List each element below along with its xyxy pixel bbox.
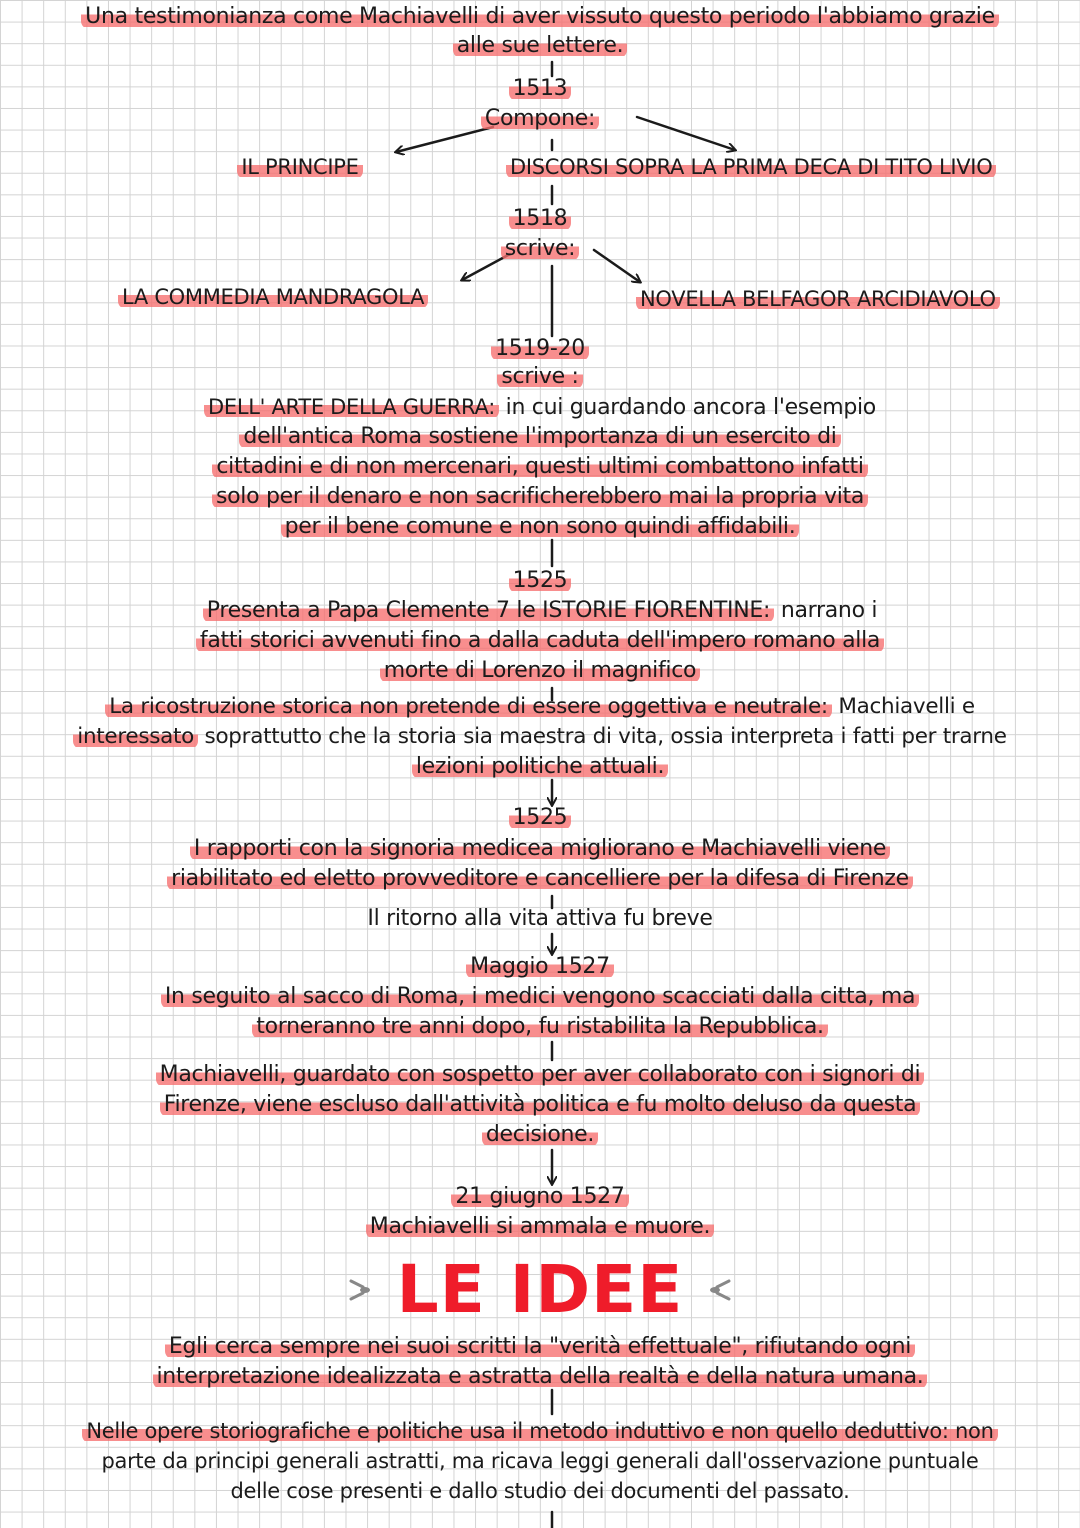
- intro-line: alle sue lettere.: [0, 31, 1080, 61]
- body-line: parte da principi generali astratti, ma ricava leggi generali dall'osservazione puntuale: [101, 1449, 979, 1473]
- body-line: torneranno tre anni dopo, fu ristabilita la Repubblica.: [0, 1012, 1080, 1042]
- intro-line: Una testimonianza come Machiavelli di aver vissuto questo periodo l'abbiamo grazie: [0, 2, 1080, 32]
- body-line: Firenze, viene escluso dall'attività politica e fu molto deluso da questa: [0, 1090, 1080, 1120]
- body-line: Egli cerca sempre nei suoi scritti la "verità effettuale", rifiutando ogni: [0, 1332, 1080, 1362]
- work-title-left: IL PRINCIPE: [40, 152, 560, 182]
- body-line: delle cose presenti e dallo studio dei documenti del passato.: [230, 1479, 850, 1503]
- year-label: 1525: [0, 566, 1080, 596]
- body-line: In seguito al sacco di Roma, i medici vengono scacciati dalla citta, ma: [0, 982, 1080, 1012]
- body-line: lezioni politiche attuali.: [0, 752, 1080, 782]
- timeline-verb: scrive :: [0, 362, 1080, 392]
- sparkle-left-icon: [349, 1275, 383, 1305]
- body-line: solo per il denaro e non sacrificherebbero mai la propria vita: [0, 482, 1080, 512]
- body-line: La ricostruzione storica non pretende di essere oggettiva e neutrale: Machiavelli e: [0, 692, 1080, 722]
- body-line: fatti storici avvenuti fino a dalla caduta dell'impero romano alla: [0, 626, 1080, 656]
- year-label: 1519-20: [0, 334, 1080, 364]
- body-line: interessato soprattutto che la storia sia maestra di vita, ossia interpreta i fatti per trarne: [0, 722, 1080, 752]
- year-label: 1513: [0, 74, 1080, 104]
- year-label: 21 giugno 1527: [0, 1182, 1080, 1212]
- body-line: DELL' ARTE DELLA GUERRA: in cui guardando ancora l'esempio: [0, 392, 1080, 423]
- work-title-right: NOVELLA BELFAGOR ARCIDIAVOLO: [636, 284, 1056, 314]
- year-label: 1518: [0, 204, 1080, 234]
- body-line: decisione.: [0, 1120, 1080, 1150]
- body-line: cittadini e di non mercenari, questi ultimi combattono infatti: [0, 452, 1080, 482]
- body-line: Nelle opere storiografiche e politiche usa il metodo induttivo e non quello deduttivo: non: [0, 1416, 1080, 1446]
- body-line: interpretazione idealizzata e astratta della realtà e della natura umana.: [0, 1362, 1080, 1392]
- work-title-right: DISCORSI SOPRA LA PRIMA DECA DI TITO LIVIO: [506, 152, 1076, 182]
- timeline-verb: Compone:: [0, 104, 1080, 134]
- timeline-verb: scrive:: [0, 234, 1080, 264]
- body-line: Machiavelli, guardato con sospetto per aver collaborato con i signori di: [0, 1060, 1080, 1090]
- year-label: Maggio 1527: [0, 952, 1080, 982]
- section-title: LE IDEE: [396, 1251, 684, 1328]
- body-line: per il bene comune e non sono quindi affidabili.: [0, 512, 1080, 542]
- body-line: morte di Lorenzo il magnifico: [0, 656, 1080, 686]
- section-heading: [0, 1250, 1080, 1330]
- work-title-left: LA COMMEDIA MANDRAGOLA: [118, 282, 478, 312]
- body-line: dell'antica Roma sostiene l'importanza di un esercito di: [0, 422, 1080, 452]
- body-line: I rapporti con la signoria medicea migliorano e Machiavelli viene: [0, 834, 1080, 864]
- body-line: Machiavelli si ammala e muore.: [0, 1212, 1080, 1242]
- year-label: 1525: [0, 803, 1080, 833]
- body-line: Presenta a Papa Clemente 7 le ISTORIE FIORENTINE: narrano i: [0, 596, 1080, 626]
- body-line: Il ritorno alla vita attiva fu breve: [367, 906, 713, 931]
- body-line: riabilitato ed eletto provveditore e cancelliere per la difesa di Firenze: [0, 864, 1080, 894]
- sparkle-right-icon: [697, 1275, 731, 1305]
